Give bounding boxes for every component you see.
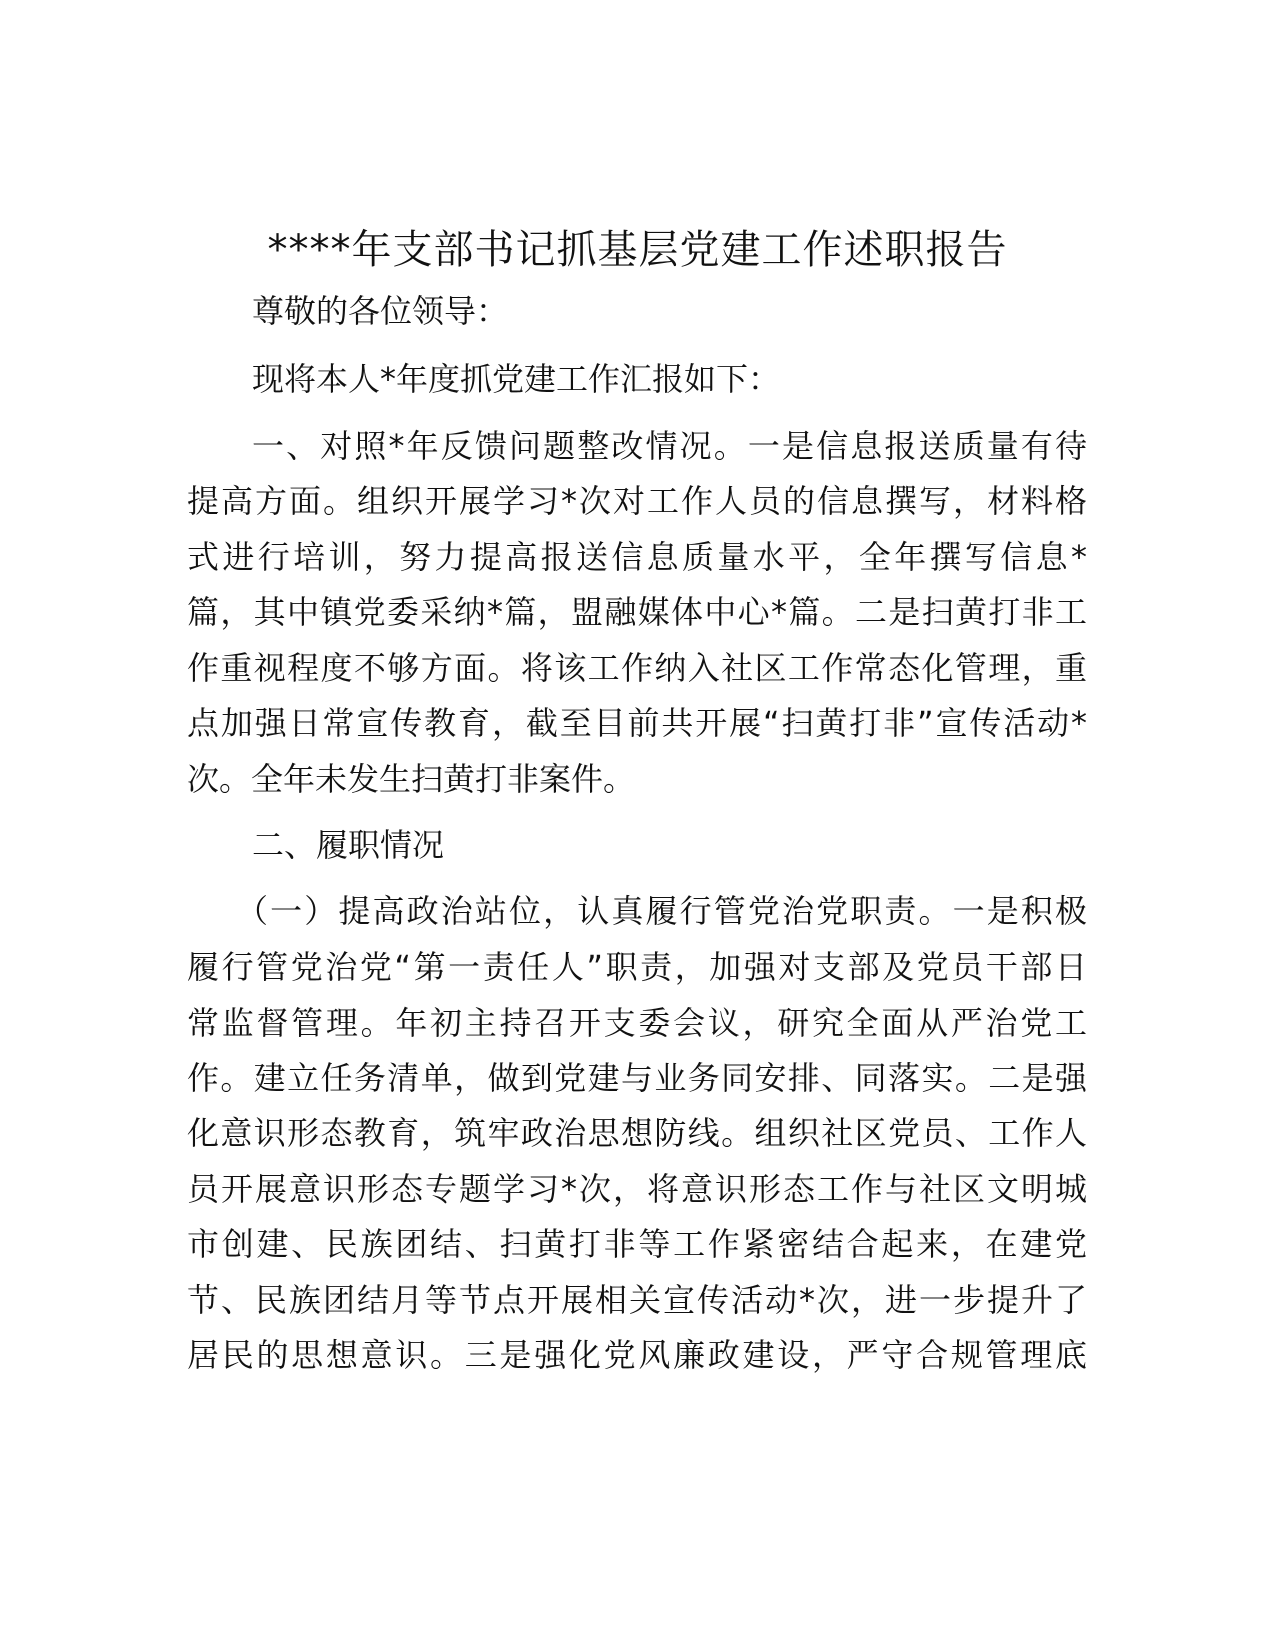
intro-line: 现将本人*年度抓党建工作汇报如下：	[252, 360, 781, 398]
body-line: 次。全年未发生扫黄打非案件。	[187, 760, 636, 798]
body-line: 点加强日常宣传教育，截至目前共开展“扫黄打非”宣传活动*	[187, 704, 1087, 742]
document-title: ****年支部书记抓基层党建工作述职报告	[267, 227, 1008, 273]
body-line: 节、民族团结月等节点开展相关宣传活动*次，进一步提升了	[187, 1281, 1087, 1319]
section-heading: 二、履职情况	[252, 826, 445, 864]
body-line: 员开展意识形态专题学习*次，将意识形态工作与社区文明城	[187, 1170, 1087, 1208]
body-line: 市创建、民族团结、扫黄打非等工作紧密结合起来，在建党	[187, 1225, 1087, 1263]
salutation: 尊敬的各位领导：	[252, 292, 509, 330]
body-line: 常监督管理。年初主持召开支委会议，研究全面从严治党工	[187, 1004, 1087, 1042]
body-line: 化意识形态教育，筑牢政治思想防线。组织社区党员、工作人	[187, 1114, 1087, 1152]
body-line: 一、对照*年反馈问题整改情况。一是信息报送质量有待	[252, 427, 1087, 465]
body-line: 作重视程度不够方面。将该工作纳入社区工作常态化管理，重	[187, 649, 1087, 687]
body-line: 提高方面。组织开展学习*次对工作人员的信息撰写，材料格	[187, 482, 1087, 520]
body-line: 篇，其中镇党委采纳*篇，盟融媒体中心*篇。二是扫黄打非工	[187, 593, 1087, 631]
body-line: 履行管党治党“第一责任人”职责，加强对支部及党员干部日	[187, 948, 1087, 986]
body-line: 作。建立任务清单，做到党建与业务同安排、同落实。二是强	[187, 1059, 1087, 1097]
body-line: 式进行培训，努力提高报送信息质量水平，全年撰写信息*	[187, 538, 1087, 576]
subsection-heading-line: （一）提高政治站位，认真履行管党治党职责。一是积极	[236, 892, 1087, 930]
body-line: 居民的思想意识。三是强化党风廉政建设，严守合规管理底	[187, 1336, 1087, 1374]
